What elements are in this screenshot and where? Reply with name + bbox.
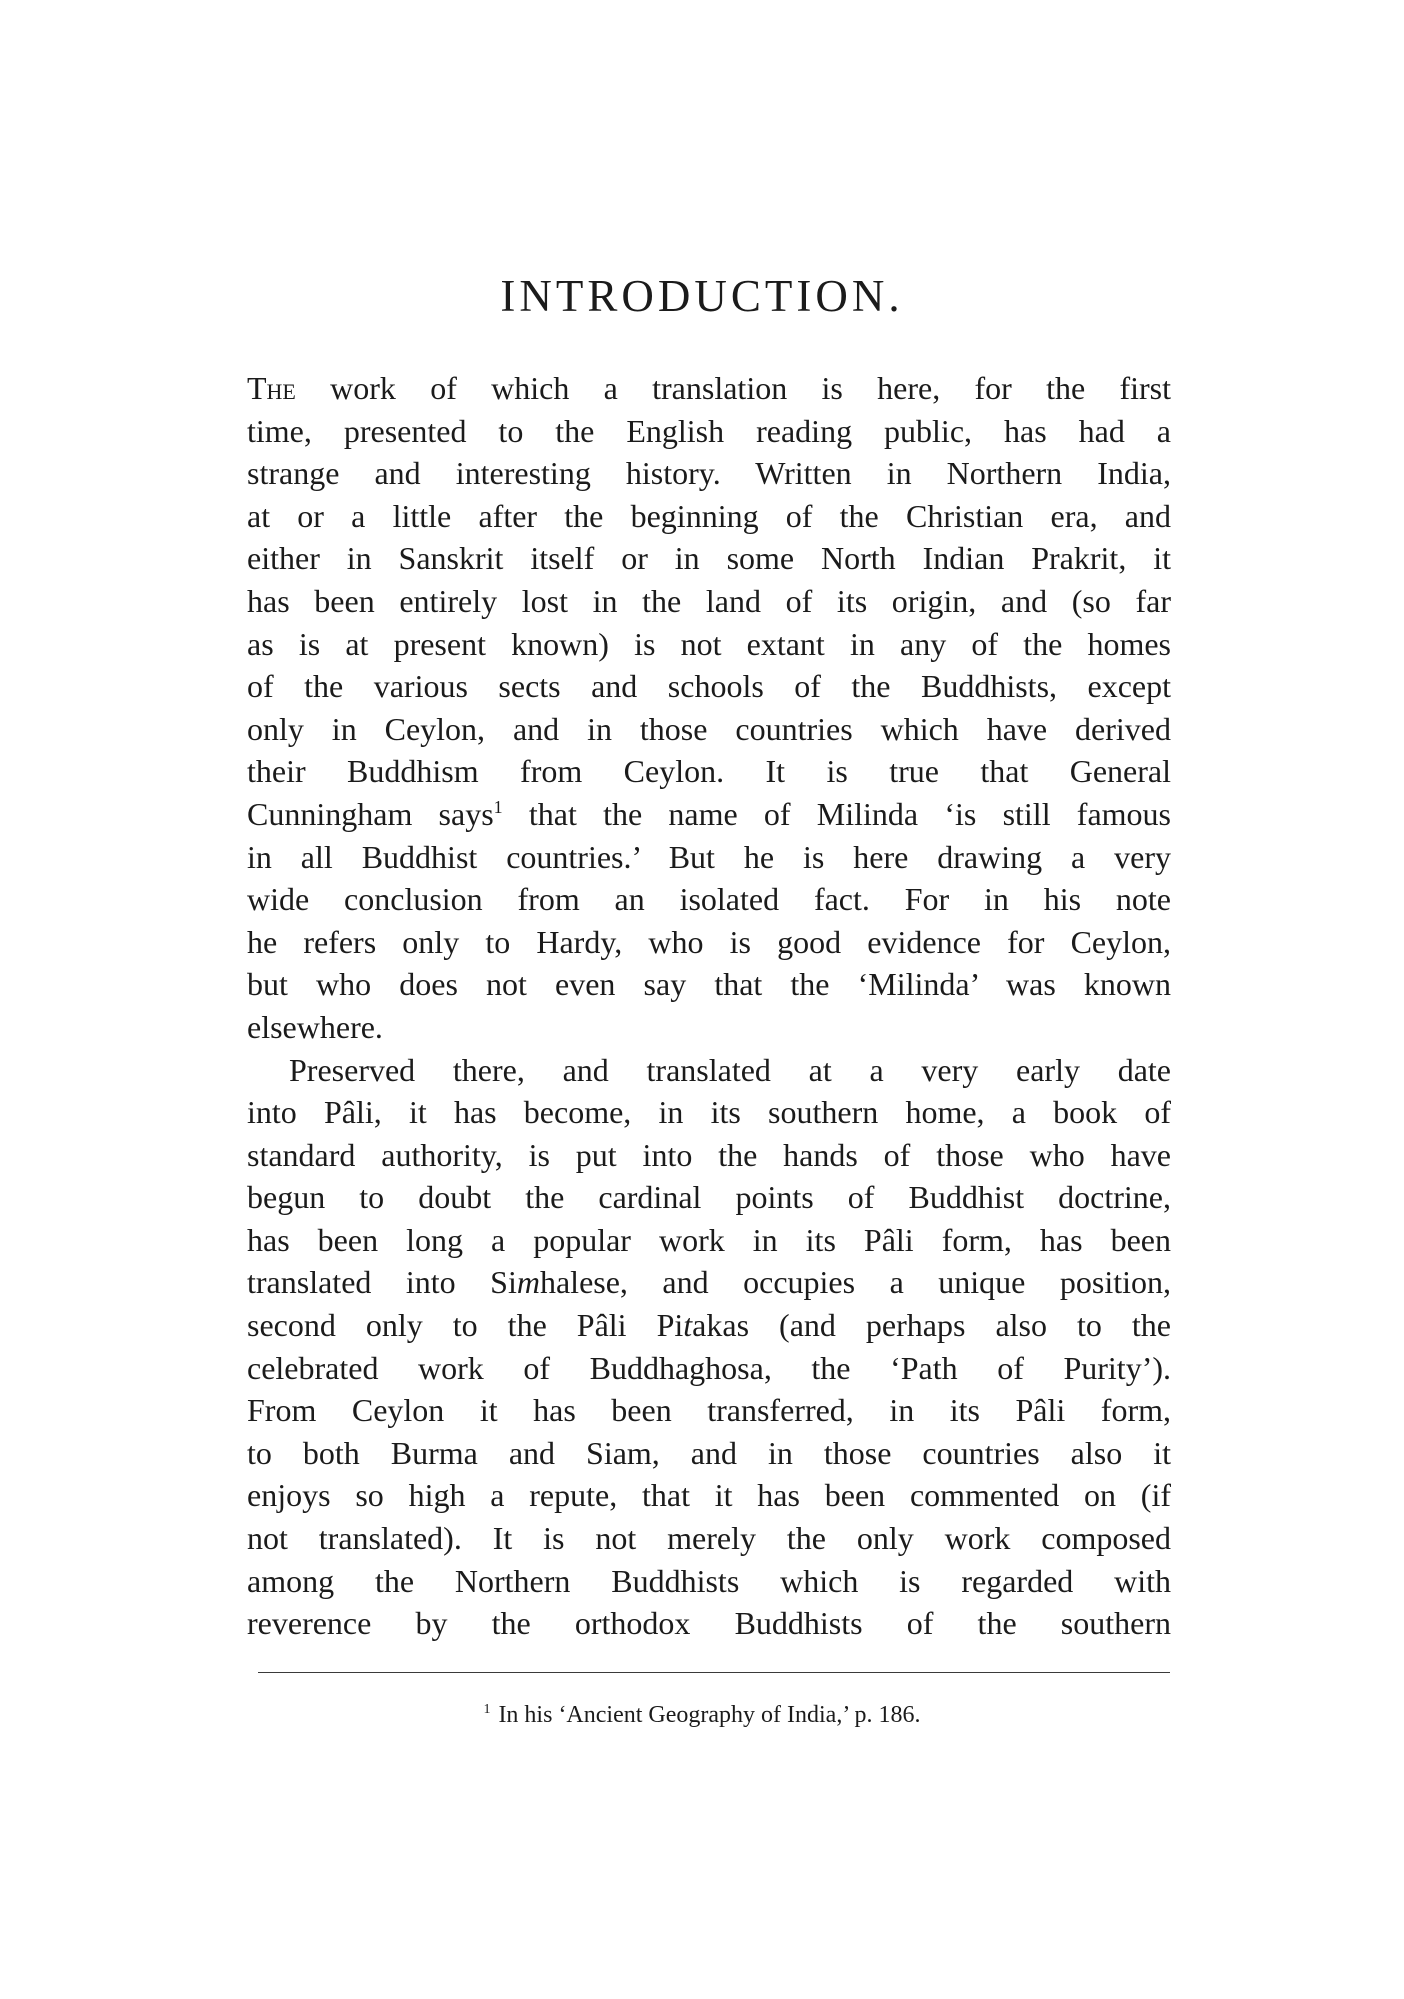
text-fragment: halese, and occupies a unique position, bbox=[539, 1264, 1171, 1301]
text-line: Preserved there, and translated at a very early date bbox=[289, 1051, 1171, 1088]
text-line: to both Burma and Siam, and in those countries also it bbox=[247, 1434, 1171, 1471]
text-line bbox=[247, 367, 1171, 410]
text-line bbox=[247, 1261, 1171, 1304]
body-text bbox=[247, 367, 1171, 1645]
footnote-text: In his ‘Ancient Geography of India,’ p. 186. bbox=[498, 1702, 921, 1728]
text-line: but who does not even say that the ‘Milinda’ was known bbox=[247, 966, 1171, 1003]
text-line: has been long a popular work in its Pâli form, has been bbox=[247, 1221, 1171, 1258]
text-fragment: Cunningham says bbox=[247, 795, 494, 832]
text-line bbox=[247, 793, 1171, 836]
text-line: not translated). It is not merely the only work composed bbox=[247, 1520, 1171, 1557]
text-fragment: akas (and perhaps also to the bbox=[692, 1307, 1171, 1344]
footnote-divider bbox=[258, 1672, 1170, 1673]
text-line: strange and interesting history. Written in Northern India, bbox=[247, 455, 1171, 492]
text-line bbox=[247, 1304, 1171, 1347]
text-fragment: translated into Si bbox=[247, 1264, 517, 1301]
text-line: into Pâli, it has become, in its southern home, a book of bbox=[247, 1094, 1171, 1131]
footnote-reference[interactable]: 1 bbox=[493, 796, 503, 817]
footnote bbox=[0, 1700, 1404, 1730]
text-fragment: that the name of Milinda ‘is still famous bbox=[502, 795, 1171, 832]
text-line: of the various sects and schools of the Buddhists, except bbox=[247, 668, 1171, 705]
text-fragment: second only to the Pâli Pi bbox=[247, 1307, 684, 1344]
text-line: From Ceylon it has been transferred, in its Pâli form, bbox=[247, 1392, 1171, 1429]
text-fragment: t bbox=[683, 1307, 693, 1344]
page-title: INTRODUCTION. bbox=[500, 271, 904, 321]
text-line: elsewhere. bbox=[247, 1008, 383, 1045]
text-fragment: work of which a translation is here, for the first bbox=[295, 370, 1171, 406]
text-line: at or a little after the beginning of the Christian era, and bbox=[247, 497, 1171, 534]
text-line: only in Ceylon, and in those countries which have derived bbox=[247, 710, 1171, 747]
text-line: either in Sanskrit itself or in some North Indian Prakrit, it bbox=[247, 540, 1171, 577]
text-line: in all Buddhist countries.’ But he is here drawing a very bbox=[247, 838, 1171, 875]
text-line: reverence by the orthodox Buddhists of the southern bbox=[247, 1605, 1171, 1642]
text-line: time, presented to the English reading public, has had a bbox=[247, 412, 1171, 449]
footnote-mark: 1 bbox=[483, 1702, 491, 1717]
text-line: has been entirely lost in the land of its origin, and (so far bbox=[247, 582, 1171, 619]
text-line: as is at present known) is not extant in any of the homes bbox=[247, 625, 1171, 662]
text-line: celebrated work of Buddhaghosa, the ‘Path of Purity’). bbox=[247, 1349, 1171, 1386]
text-line: their Buddhism from Ceylon. It is true that General bbox=[247, 753, 1171, 790]
text-line: wide conclusion from an isolated fact. For in his note bbox=[247, 881, 1171, 918]
text-line: standard authority, is put into the hands of those who have bbox=[247, 1136, 1171, 1173]
text-line: he refers only to Hardy, who is good evidence for Ceylon, bbox=[247, 923, 1171, 960]
text-line: among the Northern Buddhists which is regarded with bbox=[247, 1562, 1171, 1599]
text-line: enjoys so high a repute, that it has been commented on (if bbox=[247, 1477, 1171, 1514]
drop-word: The bbox=[247, 370, 296, 406]
text-line: begun to doubt the cardinal points of Buddhist doctrine, bbox=[247, 1179, 1171, 1216]
text-fragment: m bbox=[516, 1264, 540, 1301]
